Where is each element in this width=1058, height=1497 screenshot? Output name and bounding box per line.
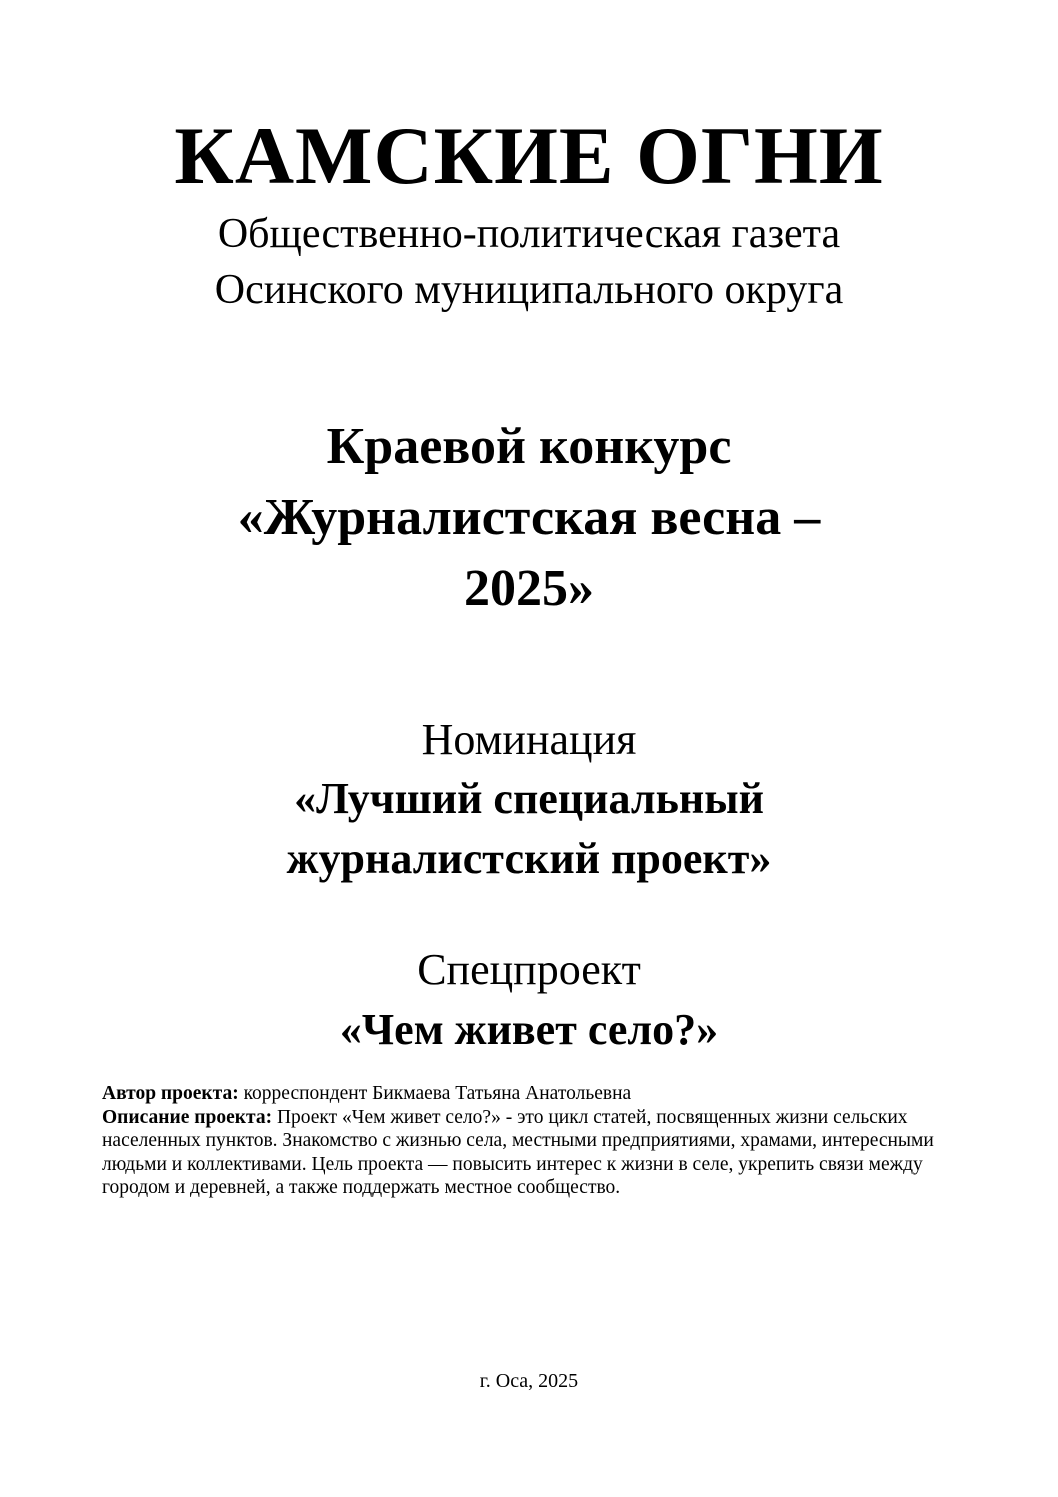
project-description	[102, 1106, 972, 1200]
nomination-title-line1: «Лучший специальный	[294, 774, 764, 823]
description-value: Проект «Чем живет село?» - это цикл статей, посвященных жизни сельских населенных пунктов. Знакомство с жизнью села, местными предприятиями, храмами, интересными людьми и коллективами. Цель проекта — повысить интерес к жизни в селе, укрепить связи между городом и деревней, а также поддержать местное сообщество.	[102, 1106, 934, 1198]
newspaper-title: КАМСКИЕ ОГНИ	[174, 110, 884, 201]
contest-title-line2: «Журналистская весна –	[237, 489, 821, 546]
contest-title-line3: 2025»	[464, 560, 594, 617]
special-project-name: «Чем живет село?»	[339, 1005, 719, 1054]
nomination-label: Номинация	[421, 715, 637, 764]
project-author	[102, 1082, 972, 1106]
description-label: Описание проекта:	[102, 1106, 273, 1128]
project-info	[102, 1082, 972, 1200]
newspaper-subtitle-line1: Общественно-политическая газета	[217, 211, 841, 257]
place-and-year: г. Оса, 2025	[479, 1370, 579, 1392]
author-value: корреспондент Бикмаева Татьяна Анатольевна	[238, 1083, 632, 1104]
newspaper-subtitle-line2: Осинского муниципального округа	[214, 267, 844, 313]
contest-title-line1: Краевой конкурс	[326, 418, 732, 475]
author-label: Автор проекта:	[102, 1083, 239, 1104]
special-project-label: Спецпроект	[417, 945, 641, 994]
nomination-title-line2: журналистский проект»	[286, 834, 772, 883]
